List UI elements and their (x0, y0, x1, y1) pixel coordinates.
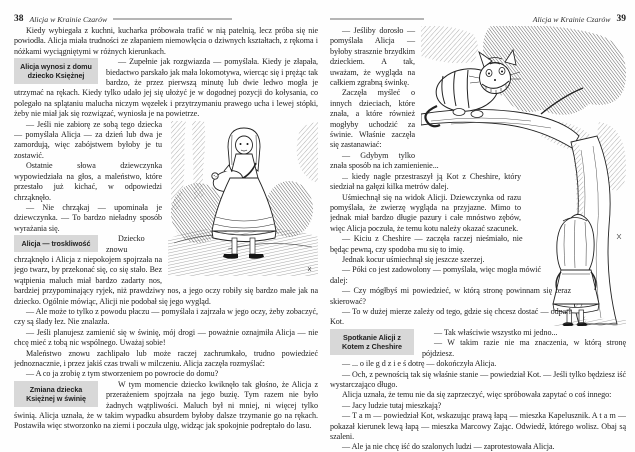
paragraph: — Ale ja nie chcę iść do szalonych ludzi — zaprotestowała Alicja. (342, 442, 555, 452)
paragraph: — T a m — powiedział Kot, wskazując prawą łapą — mieszka Kapelusznik. A t a m — pokazał kierunek lewą łapą — mieszka Marcowy Zając. Odwiedź, którego wolisz. Obaj są szaleni. (330, 411, 626, 442)
header-rule-right (330, 18, 424, 20)
paragraph: Uśmiechnął się na widok Alicji. Dziewczynka od razu pomyślała, że zwierzę wygląda na przyjazne. Mimo to jednak miał bardzo długie pazury i całe mnóstwo zębów, więc Alicja poczuła, że temu kotu należy okazać szacunek. (330, 192, 521, 233)
margin-note-meeting-cheshire-cat: Spotkanie Alicji z Kotem z Cheshire (330, 329, 414, 355)
page-header-right (330, 13, 626, 25)
running-title-left: Alicja w Krainie Czarów (29, 14, 108, 24)
paragraph: Ostatnie słowa dziewczynka wypowiedziała na głos, a maleństwo, które przestało już kichać, w odpowiedzi chrząknęło. (14, 161, 162, 202)
margin-note-baby-turns-into-pig: Zmiana dziecka Księżnej w świnię (14, 381, 98, 407)
paragraph: — Ale może to tylko z powodu płaczu — pomyślała i zajrzała w jego oczy, żeby zobaczyć, czy są ślady łez. Nie znalazła. (14, 306, 318, 327)
page-39 (330, 0, 626, 452)
paragraph: — Tak właściwie wszystko mi jedno... (434, 328, 558, 337)
paragraph: Alicja uznała, że temu nie da się zaprzeczyć, więc spróbowała zapytać o coś innego: (342, 390, 612, 400)
paragraph: — Jeśliby dorosło — pomyślała Alicja — byłoby strasznie brzydkim dzieckiem. A tak, uważam, że wygląda na całkiem zgrabną świnkę. (330, 26, 415, 88)
paragraph: — Czy mógłbyś mi powiedzieć, w którą stronę powinnam się teraz skierować? (330, 286, 571, 306)
alice-with-baby-drawing (168, 121, 318, 276)
paragraph: ... kiedy nagle przestraszył ją Kot z Cheshire, który siedział na gałęzi kilka metrów dalej. (330, 171, 521, 192)
paragraph: — Nie chrząkaj — upominała je dziewczynka. — To bardzo nieładny sposób wyrażania się. (14, 202, 162, 233)
paragraph: — Jacy ludzie tutaj mieszkają? (342, 400, 442, 410)
paragraph: Jednak kocur uśmiechnął się jeszcze szerzej. (342, 254, 485, 264)
paragraph: — W takim razie nie ma znaczenia, w którą stronę pójdziesz. (422, 338, 626, 358)
paragraph: — Zupełnie jak rozgwiazda — pomyślała. Kiedy je złapała, biedactwo parskało jak mała lokomotywa, wiercąc się i prężąc tak bardzo, że przez pierwszą minutę lub dwie ledwo mogła je utrzymać na rękach. Kiedy tylko udało jej się ułożyć je w dogodnej pozycji do kołysania, co polegało na splątaniu malucha niczym węzełek i przytrzymaniu prawego ucha i lewej stópki, żeby nie miał jak się rozwiązać, wyniosła je na powietrze. (14, 57, 318, 119)
running-title-right: Alicja w Krainie Czarów (532, 14, 611, 24)
page-number-left: 38 (14, 14, 24, 24)
alice-figure (211, 128, 276, 259)
paragraph: Zaczęła myśleć o innych dzieciach, które znała, a które również mogłyby uchodzić za świnie. Właśnie zaczęła się zastanawiać: (330, 88, 415, 150)
page-number-right: 39 (616, 14, 626, 24)
paragraph: — Kiciu z Cheshire — zaczęła raczej nieśmiało, nie będąc pewną, czy spodoba mu się to imię. (330, 234, 523, 254)
paragraph: — Jeśli nie zabiorę ze sobą tego dziecka — pomyślała Alicja — za dzień lub dwa je zamordują, więc zabójstwem byłoby je tu zostawić. (14, 119, 162, 160)
paragraph: — ... o ile g d z i e ś dotrę — dokończyła Alicja. (342, 359, 497, 369)
paragraph: — Och, z pewnością tak się właśnie stanie — powiedział Kot. — Jeśli tylko będziesz iść wystarczająco długo. (330, 369, 626, 390)
illustration-alice-holding-pig-baby (168, 121, 318, 276)
page-38 (14, 0, 318, 452)
paragraph: — To w dużej mierze zależy od tego, gdzie się chcesz dostać — odparł Kot. (330, 306, 571, 327)
paragraph: Maleństwo znowu zachlipało lub może raczej zachrumkało, trudno powiedzieć jednoznacznie, i przez jakiś czas trwali w milczeniu. Alicja zaczęła rozmyślać: (14, 348, 318, 368)
paragraph: — Jeśli planujesz zamienić się w świnię, mój drogi — poważnie oznajmiła Alicja — nie chcę mieć z tobą nic wspólnego. Uważaj sobie! (14, 327, 318, 348)
page-header-left (14, 13, 318, 25)
page-body-right (330, 26, 626, 452)
paragraph: Dziecko znowu chrząknęło i Alicja z niepokojem spojrzała na jego twarz, by przekonać się, co się stało. Bez wątpienia maluch miał bardzo zadarty nos, bardziej przypominający ryjek, niż prawdziwy nos, a jego oczy robiły się bardzo małe jak na dziecko. Ogólnie mówiąc, Alicji nie podobał się jego wygląd. (14, 234, 318, 306)
paragraph: Kiedy wybiegała z kuchni, kucharka próbowała trafić w nią patelnią, lecz próba się nie powiodła. Alicja miała trudności ze złapaniem niemowlęcia o dziwnych kształtach, z rękoma i nóżkami wyciągniętymi w różnych kierunkach. (14, 26, 318, 56)
paragraph: W tym momencie dziecko kwiknęło tak głośno, że Alicja z przerażeniem spojrzała na jego buzię. Tym razem nie było żadnych wątpliwości. Maluch był ni mniej, ni więcej tylko świnią. Alicja uznała, że w takim wypadku absurdem byłoby dalsze trzymanie go na rękach. Postawiła więc stworzonko na ziemi i poczuła ulgę, widząc jak spokojnie podreptało do lasu. (14, 379, 318, 431)
page-body-left (14, 26, 318, 452)
margin-note-alice-caring: Alicja — troskliwość (14, 235, 98, 252)
paragraph: — Gdybym tylko znała sposób na ich zamienienie... (330, 150, 439, 171)
paragraph: — A co ja zrobię z tym stworzeniem po powrocie do domu? (26, 369, 219, 379)
paragraph: — Póki co jest zadowolony — pomyślała, więc mogła mówić dalej: (330, 265, 541, 285)
header-rule-left (113, 18, 232, 20)
margin-note-alice-carries-baby: Alicja wynosi z domu dziecko Księżnej (14, 58, 98, 84)
